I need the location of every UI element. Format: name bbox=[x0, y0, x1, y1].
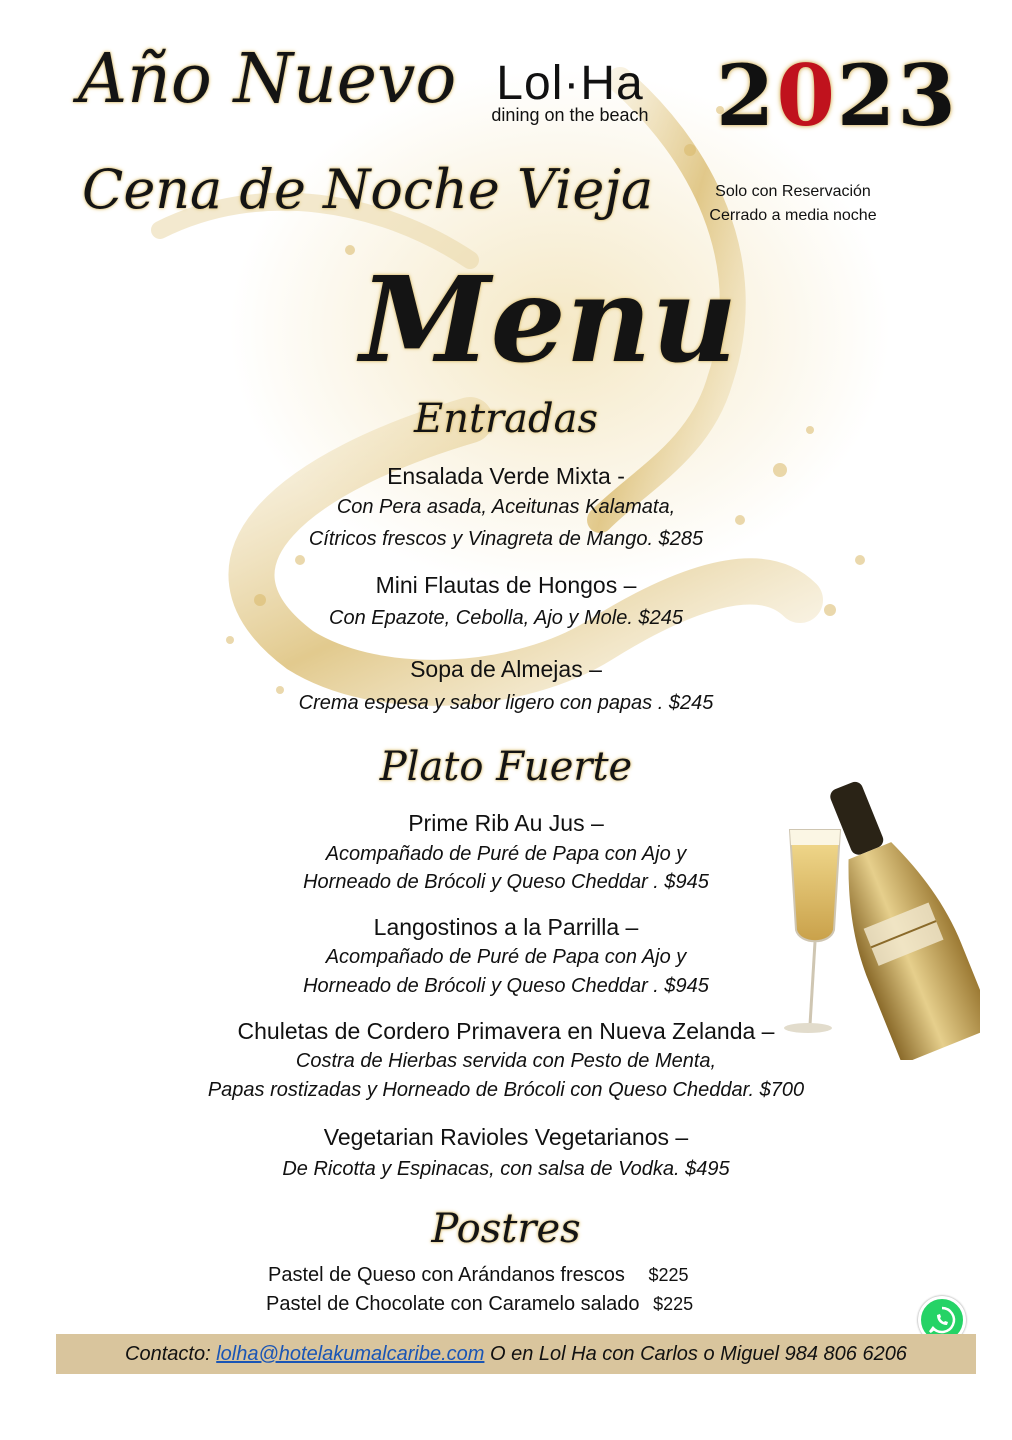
plato-3-desc-1: Costra de Hierbas servida con Pesto de Menta, bbox=[295, 1050, 717, 1072]
postre-2-price: $225 bbox=[653, 1294, 694, 1314]
postre-2-name: Pastel de Chocolate con Caramelo salado bbox=[266, 1293, 640, 1315]
year-2023 bbox=[716, 46, 958, 145]
plato-3-name: Chuletas de Cordero Primavera en Nueva Zelanda – bbox=[237, 1018, 775, 1044]
entrada-2-name: Mini Flautas de Hongos – bbox=[375, 572, 637, 598]
contact-details: O en Lol Ha con Carlos o Miguel 984 806 6206 bbox=[490, 1343, 907, 1365]
entrada-1-desc-1: Con Pera asada, Aceitunas Kalamata, bbox=[336, 496, 676, 518]
section-plato-fuerte: Plato Fuerte bbox=[379, 744, 633, 790]
section-entradas: Entradas bbox=[414, 396, 598, 442]
contact-label: Contacto: bbox=[125, 1343, 211, 1365]
entrada-1-name: Ensalada Verde Mixta - bbox=[387, 463, 625, 489]
entrada-2-desc-1: Con Epazote, Cebolla, Ajo y Mole. $245 bbox=[329, 607, 683, 629]
plato-2-name: Langostinos a la Parrilla – bbox=[373, 914, 639, 940]
plato-4-desc-1: De Ricotta y Espinacas, con salsa de Vodka. $495 bbox=[282, 1158, 730, 1180]
plato-2-desc-1: Acompañado de Puré de Papa con Ajo y bbox=[325, 946, 687, 968]
postre-1 bbox=[268, 1264, 689, 1287]
note-line-1: Solo con Reservación bbox=[715, 183, 871, 200]
plato-3-desc-2: Papas rostizadas y Horneado de Brócoli con Queso Cheddar. $700 bbox=[207, 1079, 805, 1101]
contact-email-link[interactable]: lolha@hotelakumalcaribe.com bbox=[216, 1343, 485, 1365]
plato-1-desc-1: Acompañado de Puré de Papa con Ajo y bbox=[325, 843, 687, 865]
postre-1-price: $225 bbox=[648, 1265, 689, 1285]
subtitle-cena-noche-vieja: Cena de Noche Vieja bbox=[82, 158, 654, 221]
logo-wordmark: Lol·Ha bbox=[496, 57, 644, 110]
plato-4-name: Vegetarian Ravioles Vegetarianos – bbox=[323, 1124, 689, 1150]
logo-tagline: dining on the beach bbox=[491, 105, 649, 125]
year-prefix: 2 bbox=[716, 46, 777, 145]
champagne-illustration bbox=[760, 760, 980, 1060]
reservation-note bbox=[678, 180, 908, 228]
logo bbox=[440, 56, 700, 126]
postre-1-name: Pastel de Queso con Arándanos frescos bbox=[268, 1264, 625, 1286]
entrada-1-desc-2: Cítricos frescos y Vinagreta de Mango. $285 bbox=[308, 528, 704, 550]
menu-title: Menu bbox=[360, 250, 738, 389]
title-ano-nuevo: Año Nuevo bbox=[78, 40, 457, 119]
whatsapp-phone-glyph bbox=[927, 1305, 957, 1335]
year-suffix: 23 bbox=[836, 46, 958, 145]
year-red-digit: 0 bbox=[776, 46, 837, 145]
entrada-3-name: Sopa de Almejas – bbox=[410, 656, 602, 682]
section-postres: Postres bbox=[431, 1206, 581, 1252]
plato-1-name: Prime Rib Au Jus – bbox=[408, 810, 604, 836]
entrada-3-desc-1: Crema espesa y sabor ligero con papas . $245 bbox=[298, 692, 714, 714]
postre-2 bbox=[266, 1293, 693, 1316]
plato-1-desc-2: Horneado de Brócoli y Queso Cheddar . $945 bbox=[303, 871, 709, 893]
note-line-2: Cerrado a media noche bbox=[709, 207, 877, 224]
plato-2-desc-2: Horneado de Brócoli y Queso Cheddar . $945 bbox=[303, 975, 709, 997]
contact-bar bbox=[56, 1334, 976, 1374]
